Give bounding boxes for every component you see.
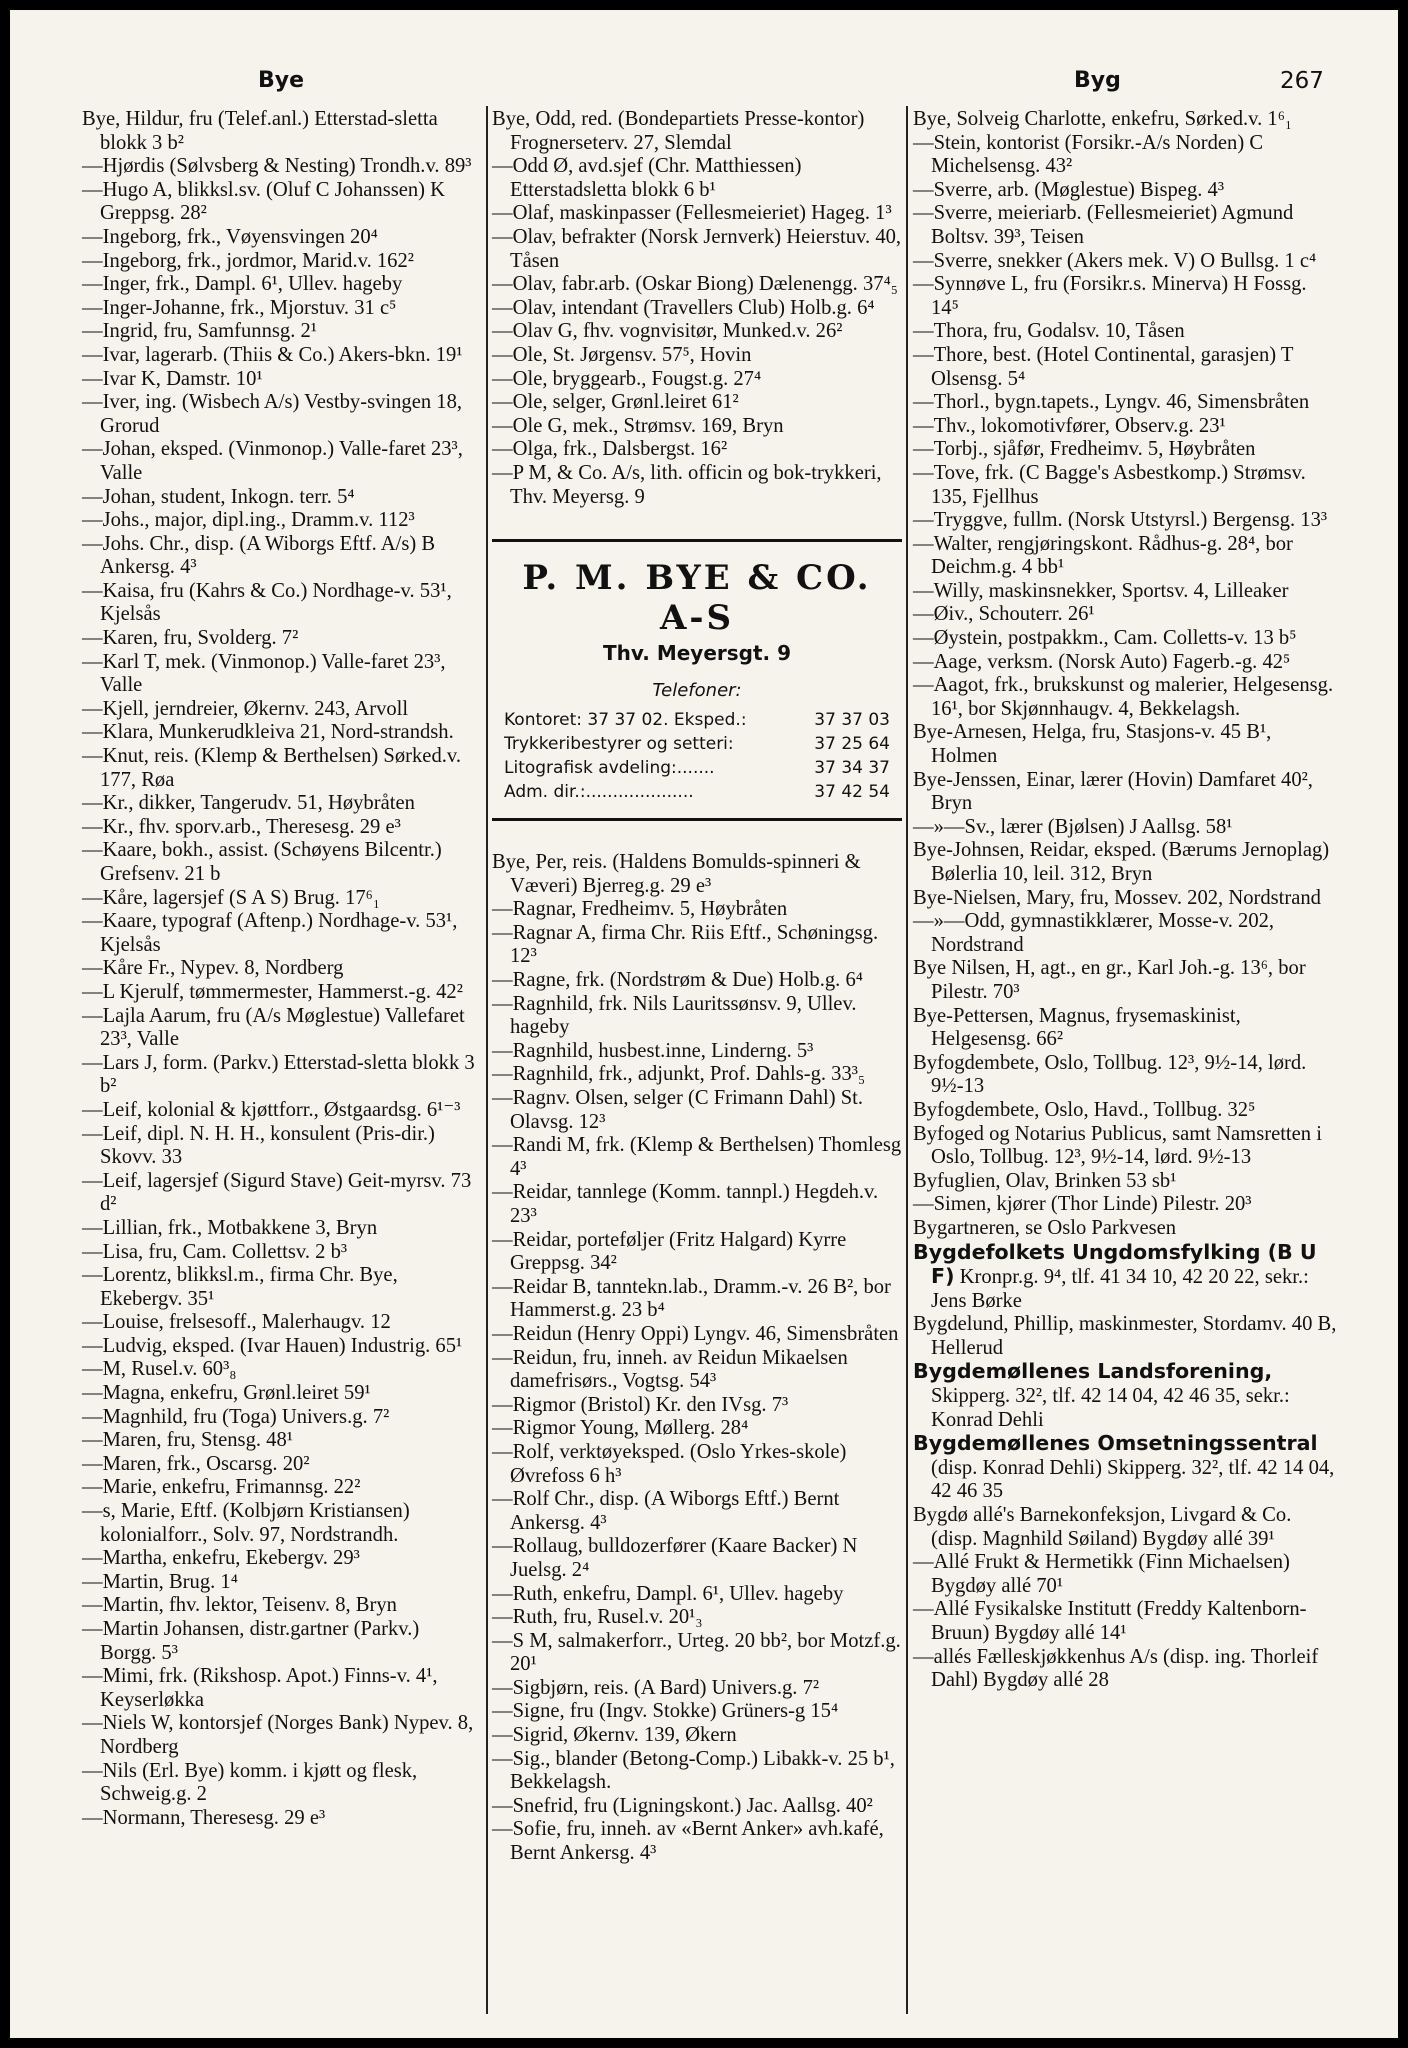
entry-text: —Allé Frukt & Hermetikk (Finn Michaelsen) Bygdøy allé 70¹: [913, 1551, 1290, 1597]
directory-entry: —Karen, fru, Svolderg. 7²: [82, 627, 299, 650]
directory-entry: —Reidar, porteføljer (Fritz Halgard) Kyrre Greppsg. 34²: [492, 1228, 847, 1275]
ad-address: Thv. Meyersgt. 9: [602, 641, 792, 666]
directory-entry: —Inger-Johanne, frk., Mjorstuv. 31 c⁵: [82, 296, 397, 319]
directory-entry: [913, 320, 1338, 344]
directory-entry: —Sig., blander (Betong-Comp.) Libakk-v. 25 b¹, Bekkelagsh.: [492, 1747, 895, 1794]
directory-entry: —Ole G, mek., Strømsv. 169, Bryn: [492, 414, 784, 437]
entry-text: —Thv., lokomotivfører, Observ.g. 23¹: [913, 414, 1226, 437]
column-1: [82, 108, 479, 1830]
directory-entry: —Rollaug, bulldozerfører (Kaare Backer) N Juelsg. 2⁴: [492, 1535, 858, 1581]
directory-entry: —Niels W, kontorsjef (Norges Bank) Nypev. 8, Nordberg: [82, 1712, 474, 1758]
directory-entry: —Kr., fhv. sporv.arb., Theresesg. 29 e³: [82, 815, 401, 838]
directory-entry: —Martin, Brug. 1⁴: [82, 1570, 238, 1593]
directory-entry: —Rolf, verktøyeksped. (Oslo Yrkes-skole) Øvrefoss 6 h³: [492, 1440, 847, 1487]
directory-entry: [913, 603, 1338, 627]
running-head-right: Byg: [1074, 68, 1121, 93]
directory-entry: —Reidun, fru, inneh. av Reidun Mikaelsen damefrisørs., Vogtsg. 54³: [492, 1346, 848, 1393]
directory-entry: —Klara, Munkerudkleiva 21, Nord-strandsh.: [82, 721, 454, 744]
directory-entry: —Hugo A, blikksl.sv. (Oluf C Johanssen) K Greppsg. 28²: [82, 178, 446, 225]
directory-entry: —Rigmor (Bristol) Kr. den IVsg. 7³: [492, 1393, 789, 1416]
directory-entry: —Normann, Theresesg. 29 e³: [82, 1806, 326, 1829]
directory-entry: —Olav, fabr.arb. (Oskar Biong) Dælenengg. 37⁴₅: [492, 273, 898, 296]
directory-entry: —Lillian, frk., Motbakkene 3, Bryn: [82, 1216, 378, 1239]
directory-entry: —Randi M, frk. (Klemp & Berthelsen) Thomlesg 4³: [492, 1134, 902, 1180]
directory-entry: [913, 1360, 1338, 1432]
column-2-entries-bottom: [492, 851, 902, 1866]
directory-entry: —Ingeborg, frk., jordmor, Marid.v. 162²: [82, 249, 414, 272]
entry-text: —Synnøve L, fru (Forsikr.s. Minerva) H Fossg. 14⁵: [913, 273, 1307, 319]
entry-text: —allés Fælleskjøkkenhus A/s (disp. ing. Thorleif Dahl) Bygdøy allé 28: [913, 1645, 1319, 1692]
directory-entry: —s, Marie, Eftf. (Kolbjørn Kristiansen) kolonialforr., Solv. 97, Nordstrandh.: [82, 1500, 410, 1546]
directory-entry: —Lars J, form. (Parkv.) Etterstad-sletta blokk 3 b²: [82, 1051, 475, 1098]
directory-entry: —P M, & Co. A/s, lith. officin og bok-trykkeri, Thv. Meyersg. 9: [492, 461, 882, 508]
directory-entry: [913, 179, 1338, 203]
entry-text: —Sverre, arb. (Møglestue) Bispeg. 4³: [913, 178, 1225, 201]
directory-entry: —Magna, enkefru, Grønl.leiret 59¹: [82, 1382, 371, 1405]
directory-entry: —Ruth, enkefru, Dampl. 6¹, Ullev. hageby: [492, 1582, 844, 1605]
entry-text: —Simen, kjører (Thor Linde) Pilestr. 20³: [913, 1193, 1252, 1216]
directory-entry: —Ragnhild, husbest.inne, Linderng. 5³: [492, 1039, 814, 1062]
directory-entry: —Leif, dipl. N. H. H., konsulent (Pris-dir.) Skovv. 33: [82, 1122, 435, 1169]
directory-entry: [913, 1551, 1338, 1598]
directory-entry: —Ingrid, fru, Samfunnsg. 2¹: [82, 320, 317, 343]
directory-entry: —Hjørdis (Sølvsberg & Nesting) Trondh.v. 89³: [82, 155, 472, 178]
entry-text: —Willy, maskinsnekker, Sportsv. 4, Lilleaker: [913, 579, 1289, 602]
directory-entry: —Lorentz, blikksl.m., firma Chr. Bye, Ekebergv. 35¹: [82, 1264, 398, 1310]
directory-entry: [913, 438, 1338, 462]
directory-entry: —Kåre Fr., Nypev. 8, Nordberg: [82, 957, 344, 980]
directory-entry: Bye, Per, reis. (Haldens Bomulds-spinneri & Væveri) Bjerreg.g. 29 e³: [492, 851, 861, 897]
directory-entry: —Reidun (Henry Oppi) Lyngv. 46, Simensbråten: [492, 1322, 899, 1345]
entry-text: —Øystein, postpakkm., Cam. Colletts-v. 13 b⁵: [913, 627, 1297, 650]
directory-entry: [913, 415, 1338, 439]
directory-entry: —Karl T, mek. (Vinmonop.) Valle-faret 23³, Valle: [82, 650, 446, 697]
directory-entry: —Nils (Erl. Bye) komm. i kjøtt og flesk, Schweig.g. 2: [82, 1759, 418, 1806]
directory-entry: [913, 721, 1338, 768]
directory-entry: —Ragnhild, frk., adjunkt, Prof. Dahls-g. 33³₅: [492, 1063, 866, 1086]
organization-name: Bygdemøllenes Landsforening,: [913, 1359, 1273, 1384]
directory-entry: —Kaare, typograf (Aftenp.) Nordhage-v. 53¹, Kjelsås: [82, 910, 458, 956]
directory-entry: —Johan, eksped. (Vinmonop.) Valle-faret 23³, Valle: [82, 438, 463, 484]
ad-phone-number: 37 37 03: [814, 710, 890, 731]
directory-entry: —L Kjerulf, tømmermester, Hammerst.-g. 42²: [82, 980, 463, 1003]
directory-entry: —Kaisa, fru (Kahrs & Co.) Nordhage-v. 53¹, Kjelsås: [82, 579, 452, 626]
directory-entry: [913, 887, 1338, 911]
directory-entry: [913, 957, 1338, 1004]
directory-entry: —Ragnv. Olsen, selger (C Frimann Dahl) St. Olavsg. 12³: [492, 1087, 864, 1133]
ad-phone-label: Trykkeribestyrer og setteri:: [504, 734, 734, 755]
ad-phones-heading: Telefoner:: [652, 680, 742, 702]
entry-text: —Aagot, frk., brukskunst og malerier, Helgesensg. 16¹, bor Skjønnhaugv. 4, Bekkelagsh.: [913, 674, 1334, 720]
directory-entry: —Ole, St. Jørgensv. 57⁵, Hovin: [492, 343, 752, 366]
directory-entry: —Martha, enkefru, Ekebergv. 29³: [82, 1547, 360, 1570]
directory-entry: [913, 1170, 1338, 1194]
directory-entry: —Louise, frelsesoff., Malerhaugv. 12: [82, 1311, 391, 1334]
directory-entry: —Ludvig, eksped. (Ivar Hauen) Industrig. 65¹: [82, 1334, 463, 1357]
ad-company-name: P. M. BYE & CO. A-S: [522, 558, 872, 639]
directory-entry: —Reidar, tannlege (Komm. tannpl.) Hegdeh.v. 23³: [492, 1181, 879, 1227]
ad-phone-row: [496, 732, 898, 756]
directory-entry: [913, 651, 1338, 675]
directory-entry: —Signe, fru (Ingv. Stokke) Grüners-g 15⁴: [492, 1700, 839, 1723]
directory-entry: —Ragnar A, firma Chr. Riis Eftf., Schøningsg. 12³: [492, 921, 879, 968]
directory-entry: —Ivar, lagerarb. (Thiis & Co.) Akers-bkn. 19¹: [82, 343, 463, 366]
entry-text: Byfuglien, Olav, Brinken 53 sb¹: [913, 1169, 1177, 1192]
entry-text: Bye Nilsen, H, agt., en gr., Karl Joh.-g. 13⁶, bor Pilestr. 70³: [913, 957, 1306, 1003]
directory-entry: —Inger, frk., Dampl. 6¹, Ullev. hageby: [82, 273, 403, 296]
directory-entry: —Kr., dikker, Tangerudv. 51, Høybråten: [82, 792, 415, 815]
directory-entry: —Iver, ing. (Wisbech A/s) Vestby-svingen 18, Grorud: [82, 391, 463, 437]
directory-entry: —Ivar K, Damstr. 10¹: [82, 367, 263, 390]
directory-entry: [913, 1005, 1338, 1052]
ad-phone-label: Litografisk avdeling:.......: [504, 758, 715, 779]
directory-entry: [913, 627, 1338, 651]
entry-text: —Thore, best. (Hotel Continental, garasjen) T Olsensg. 5⁴: [913, 343, 1294, 390]
directory-entry: [913, 462, 1338, 509]
directory-entry: [913, 1193, 1338, 1217]
directory-entry: —Leif, kolonial & kjøttforr., Østgaardsg. 6¹⁻³: [82, 1098, 461, 1121]
directory-entry: [913, 108, 1338, 132]
directory-entry: [913, 769, 1338, 816]
directory-entry: [913, 202, 1338, 249]
directory-page: [10, 10, 1398, 2038]
running-head-left: Bye: [258, 68, 305, 93]
directory-entry: —Kåre, lagersjef (S A S) Brug. 17⁶₁: [82, 886, 381, 909]
directory-entry: [913, 1241, 1338, 1314]
entry-text: Bygdelund, Phillip, maskinmester, Stordamv. 40 B, Hellerud: [913, 1313, 1337, 1359]
directory-entry: [913, 910, 1338, 957]
ad-phone-number: 37 25 64: [814, 734, 890, 755]
directory-entry: —Reidar B, tanntekn.lab., Dramm.-v. 26 B², bor Hammerst.g. 23 b⁴: [492, 1275, 891, 1322]
ad-phone-label: Kontoret: 37 37 02. Eksped.:: [504, 710, 747, 731]
directory-entry: [913, 1123, 1338, 1170]
entry-text: (disp. Konrad Dehli) Skipperg. 32², tlf. 42 14 04, 42 46 35: [931, 1456, 1335, 1503]
entry-text: Bye-Pettersen, Magnus, frysemaskinist, Helgesensg. 66²: [913, 1004, 1241, 1051]
directory-entry: —Johan, student, Inkogn. terr. 5⁴: [82, 485, 355, 508]
directory-entry: —Olga, frk., Dalsbergst. 16²: [492, 438, 728, 461]
directory-entry: —Ole, selger, Grønl.leiret 61²: [492, 391, 739, 414]
directory-entry: Bye, Odd, red. (Bondepartiets Presse-kontor) Frognerseterv. 27, Slemdal: [492, 108, 865, 154]
directory-entry: —Leif, lagersjef (Sigurd Stave) Geit-myrsv. 73 d²: [82, 1169, 472, 1216]
directory-entry: [913, 1598, 1338, 1645]
directory-entry: —Odd Ø, avd.sjef (Chr. Matthiessen) Etterstadsletta blokk 6 b¹: [492, 155, 802, 201]
company-advertisement: [492, 539, 902, 821]
directory-entry: —Mimi, frk. (Rikshosp. Apot.) Finns-v. 4¹, Keyserløkka: [82, 1665, 438, 1711]
ad-phone-number: 37 42 54: [814, 782, 890, 803]
directory-entry: —Rigmor Young, Møllerg. 28⁴: [492, 1417, 749, 1440]
directory-entry: [913, 1217, 1338, 1241]
directory-entry: [913, 1646, 1338, 1693]
entry-text: Byfogdembete, Oslo, Havd., Tollbug. 32⁵: [913, 1098, 1256, 1121]
entry-text: —Walter, rengjøringskont. Rådhus-g. 28⁴, bor Deichm.g. 4 bb¹: [913, 532, 1293, 579]
column-divider: [486, 106, 488, 2014]
directory-entry: [913, 533, 1338, 580]
directory-entry: [913, 344, 1338, 391]
directory-entry: —S M, salmakerforr., Urteg. 20 bb², bor Motzf.g. 20¹: [492, 1629, 901, 1676]
column-3: [913, 108, 1338, 1693]
organization-name: Bygdemøllenes Omsetningssentral: [913, 1431, 1318, 1456]
entry-text: —Thora, fru, Godalsv. 10, Tåsen: [913, 320, 1185, 343]
ad-phone-row: [496, 756, 898, 780]
directory-entry: [913, 1052, 1338, 1099]
directory-entry: —Johs. Chr., disp. (A Wiborgs Eftf. A/s) B Ankersg. 4³: [82, 532, 436, 579]
entry-text: —Øiv., Schouterr. 26¹: [913, 603, 1095, 626]
directory-entry: —Olav, befrakter (Norsk Jernverk) Heierstuv. 40, Tåsen: [492, 225, 902, 272]
column-2-entries-top: [492, 108, 902, 509]
entry-text: —Thorl., bygn.tapets., Lyngv. 46, Simensbråten: [913, 391, 1310, 414]
entry-text: —»—Sv., lærer (Bjølsen) J Aallsg. 58¹: [913, 815, 1233, 838]
column-divider: [906, 106, 908, 2014]
directory-entry: —Martin Johansen, distr.gartner (Parkv.) Borgg. 5³: [82, 1618, 420, 1664]
directory-entry: —Magnhild, fru (Toga) Univers.g. 7²: [82, 1405, 390, 1428]
directory-entry: [913, 1313, 1338, 1360]
directory-entry: [913, 132, 1338, 179]
ad-phone-number: 37 34 37: [814, 758, 890, 779]
directory-entry: [913, 1099, 1338, 1123]
directory-entry: [913, 816, 1338, 840]
directory-entry: [913, 273, 1338, 320]
directory-entry: —Maren, fru, Stensg. 48¹: [82, 1429, 293, 1452]
directory-entry: —Snefrid, fru (Ligningskont.) Jac. Aallsg. 40²: [492, 1794, 873, 1817]
directory-entry: —Olav, intendant (Travellers Club) Holb.g. 6⁴: [492, 296, 875, 319]
entry-text: Kronpr.g. 9⁴, tlf. 41 34 10, 42 20 22, sekr.: Jens Børke: [931, 1266, 1309, 1312]
directory-entry: [913, 250, 1338, 274]
directory-entry: Bye, Hildur, fru (Telef.anl.) Etterstad-sletta blokk 3 b²: [82, 108, 438, 154]
directory-entry: —Lajla Aarum, fru (A/s Møglestue) Vallefaret 23³, Valle: [82, 1004, 465, 1051]
entry-text: Bye-Arnesen, Helga, fru, Stasjons-v. 45 B¹, Holmen: [913, 721, 1272, 768]
entry-text: —Tove, frk. (C Bagge's Asbestkomp.) Strømsv. 135, Fjellhus: [913, 461, 1306, 508]
organization-name: Bygdefolkets Ungdomsfylking (B U F): [913, 1239, 1317, 1289]
directory-entry: —Marie, enkefru, Frimannsg. 22²: [82, 1476, 361, 1499]
entry-text: Bye-Johnsen, Reidar, eksped. (Bærums Jernoplag) Bølerlia 10, leil. 312, Bryn: [913, 839, 1330, 885]
entry-text: —Allé Fysikalske Institutt (Freddy Kaltenborn-Bruun) Bygdøy allé 14¹: [913, 1598, 1307, 1644]
entry-text: Byfogdembete, Oslo, Tollbug. 12³, 9½-14, lørd. 9½-13: [913, 1051, 1307, 1098]
directory-entry: —Olav G, fhv. vognvisitør, Munked.v. 26²: [492, 320, 843, 343]
entry-text: Bygdø allé's Barnekonfeksjon, Livgard & Co. (disp. Magnhild Søiland) Bygdøy allé 39¹: [913, 1504, 1292, 1550]
ad-phone-row: [496, 708, 898, 732]
directory-entry: —Kaare, bokh., assist. (Schøyens Bilcentr.) Grefsenv. 21 b: [82, 839, 442, 885]
directory-entry: —Ragne, frk. (Nordstrøm & Due) Holb.g. 6⁴: [492, 969, 863, 992]
entry-text: Bye-Jenssen, Einar, lærer (Hovin) Damfaret 40², Bryn: [913, 768, 1313, 815]
column-2: [492, 108, 902, 1866]
directory-entry: —Ragnhild, frk. Nils Lauritssønsv. 9, Ullev. hageby: [492, 992, 857, 1039]
directory-entry: [913, 674, 1338, 721]
directory-entry: —Knut, reis. (Klemp & Berthelsen) Sørked.v. 177, Røa: [82, 745, 462, 791]
directory-entry: —Maren, frk., Oscarsg. 20²: [82, 1452, 310, 1475]
directory-entry: [913, 1504, 1338, 1551]
entry-text: —»—Odd, gymnastikklærer, Mosse-v. 202, Nordstrand: [913, 910, 1275, 956]
entry-text: Bye-Nielsen, Mary, fru, Mossev. 202, Nordstrand: [913, 886, 1321, 909]
page-number: 267: [1280, 68, 1324, 94]
directory-entry: —Olaf, maskinpasser (Fellesmeieriet) Hageg. 1³: [492, 202, 892, 225]
entry-text: —Aage, verksm. (Norsk Auto) Fagerb.-g. 42⁵: [913, 650, 1291, 673]
directory-entry: —Ole, bryggearb., Fougst.g. 27⁴: [492, 367, 762, 390]
directory-entry: —Ruth, fru, Rusel.v. 20¹₃: [492, 1606, 703, 1629]
entry-text: —Torbj., sjåfør, Fredheimv. 5, Høybråten: [913, 438, 1256, 461]
entry-text: Byfoged og Notarius Publicus, samt Namsretten i Oslo, Tollbug. 12³, 9½-14, lørd. 9½-13: [913, 1122, 1322, 1169]
directory-entry: —Kjell, jerndreier, Økernv. 243, Arvoll: [82, 697, 409, 720]
directory-entry: [913, 509, 1338, 533]
directory-entry: —Johs., major, dipl.ing., Dramm.v. 112³: [82, 509, 415, 532]
directory-entry: [913, 580, 1338, 604]
entry-text: Skipperg. 32², tlf. 42 14 04, 42 46 35, sekr.: Konrad Dehli: [931, 1385, 1290, 1431]
entry-text: —Stein, kontorist (Forsikr.-A/s Norden) C Michelsensg. 43²: [913, 131, 1264, 178]
entry-text: —Tryggve, fullm. (Norsk Utstyrsl.) Bergensg. 13³: [913, 509, 1328, 532]
directory-entry: —Martin, fhv. lektor, Teisenv. 8, Bryn: [82, 1594, 397, 1617]
entry-text: Bye, Solveig Charlotte, enkefru, Sørked.v. 1⁶₁: [913, 108, 1293, 130]
directory-entry: —Rolf Chr., disp. (A Wiborgs Eftf.) Bernt Ankersg. 4³: [492, 1488, 840, 1534]
ad-phone-label: Adm. dir.:....................: [504, 782, 694, 803]
directory-entry: —Lisa, fru, Cam. Collettsv. 2 b³: [82, 1240, 348, 1263]
entry-text: —Sverre, snekker (Akers mek. V) O Bullsg. 1 c⁴: [913, 249, 1317, 272]
directory-entry: [913, 1432, 1338, 1504]
directory-entry: —M, Rusel.v. 60³₈: [82, 1358, 237, 1381]
directory-entry: —Sigbjørn, reis. (A Bard) Univers.g. 7²: [492, 1676, 820, 1699]
directory-entry: [913, 839, 1338, 886]
entry-text: Bygartneren, se Oslo Parkvesen: [913, 1216, 1177, 1239]
entry-text: —Sverre, meieriarb. (Fellesmeieriet) Agmund Boltsv. 39³, Teisen: [913, 202, 1294, 248]
directory-entry: —Ingeborg, frk., Vøyensvingen 20⁴: [82, 225, 378, 248]
ad-phone-row: [496, 780, 898, 804]
directory-entry: —Sofie, fru, inneh. av «Bernt Anker» avh.kafé, Bernt Ankersg. 4³: [492, 1818, 884, 1865]
directory-entry: —Ragnar, Fredheimv. 5, Høybråten: [492, 898, 788, 921]
directory-entry: [913, 391, 1338, 415]
directory-entry: —Sigrid, Økernv. 139, Økern: [492, 1724, 737, 1747]
